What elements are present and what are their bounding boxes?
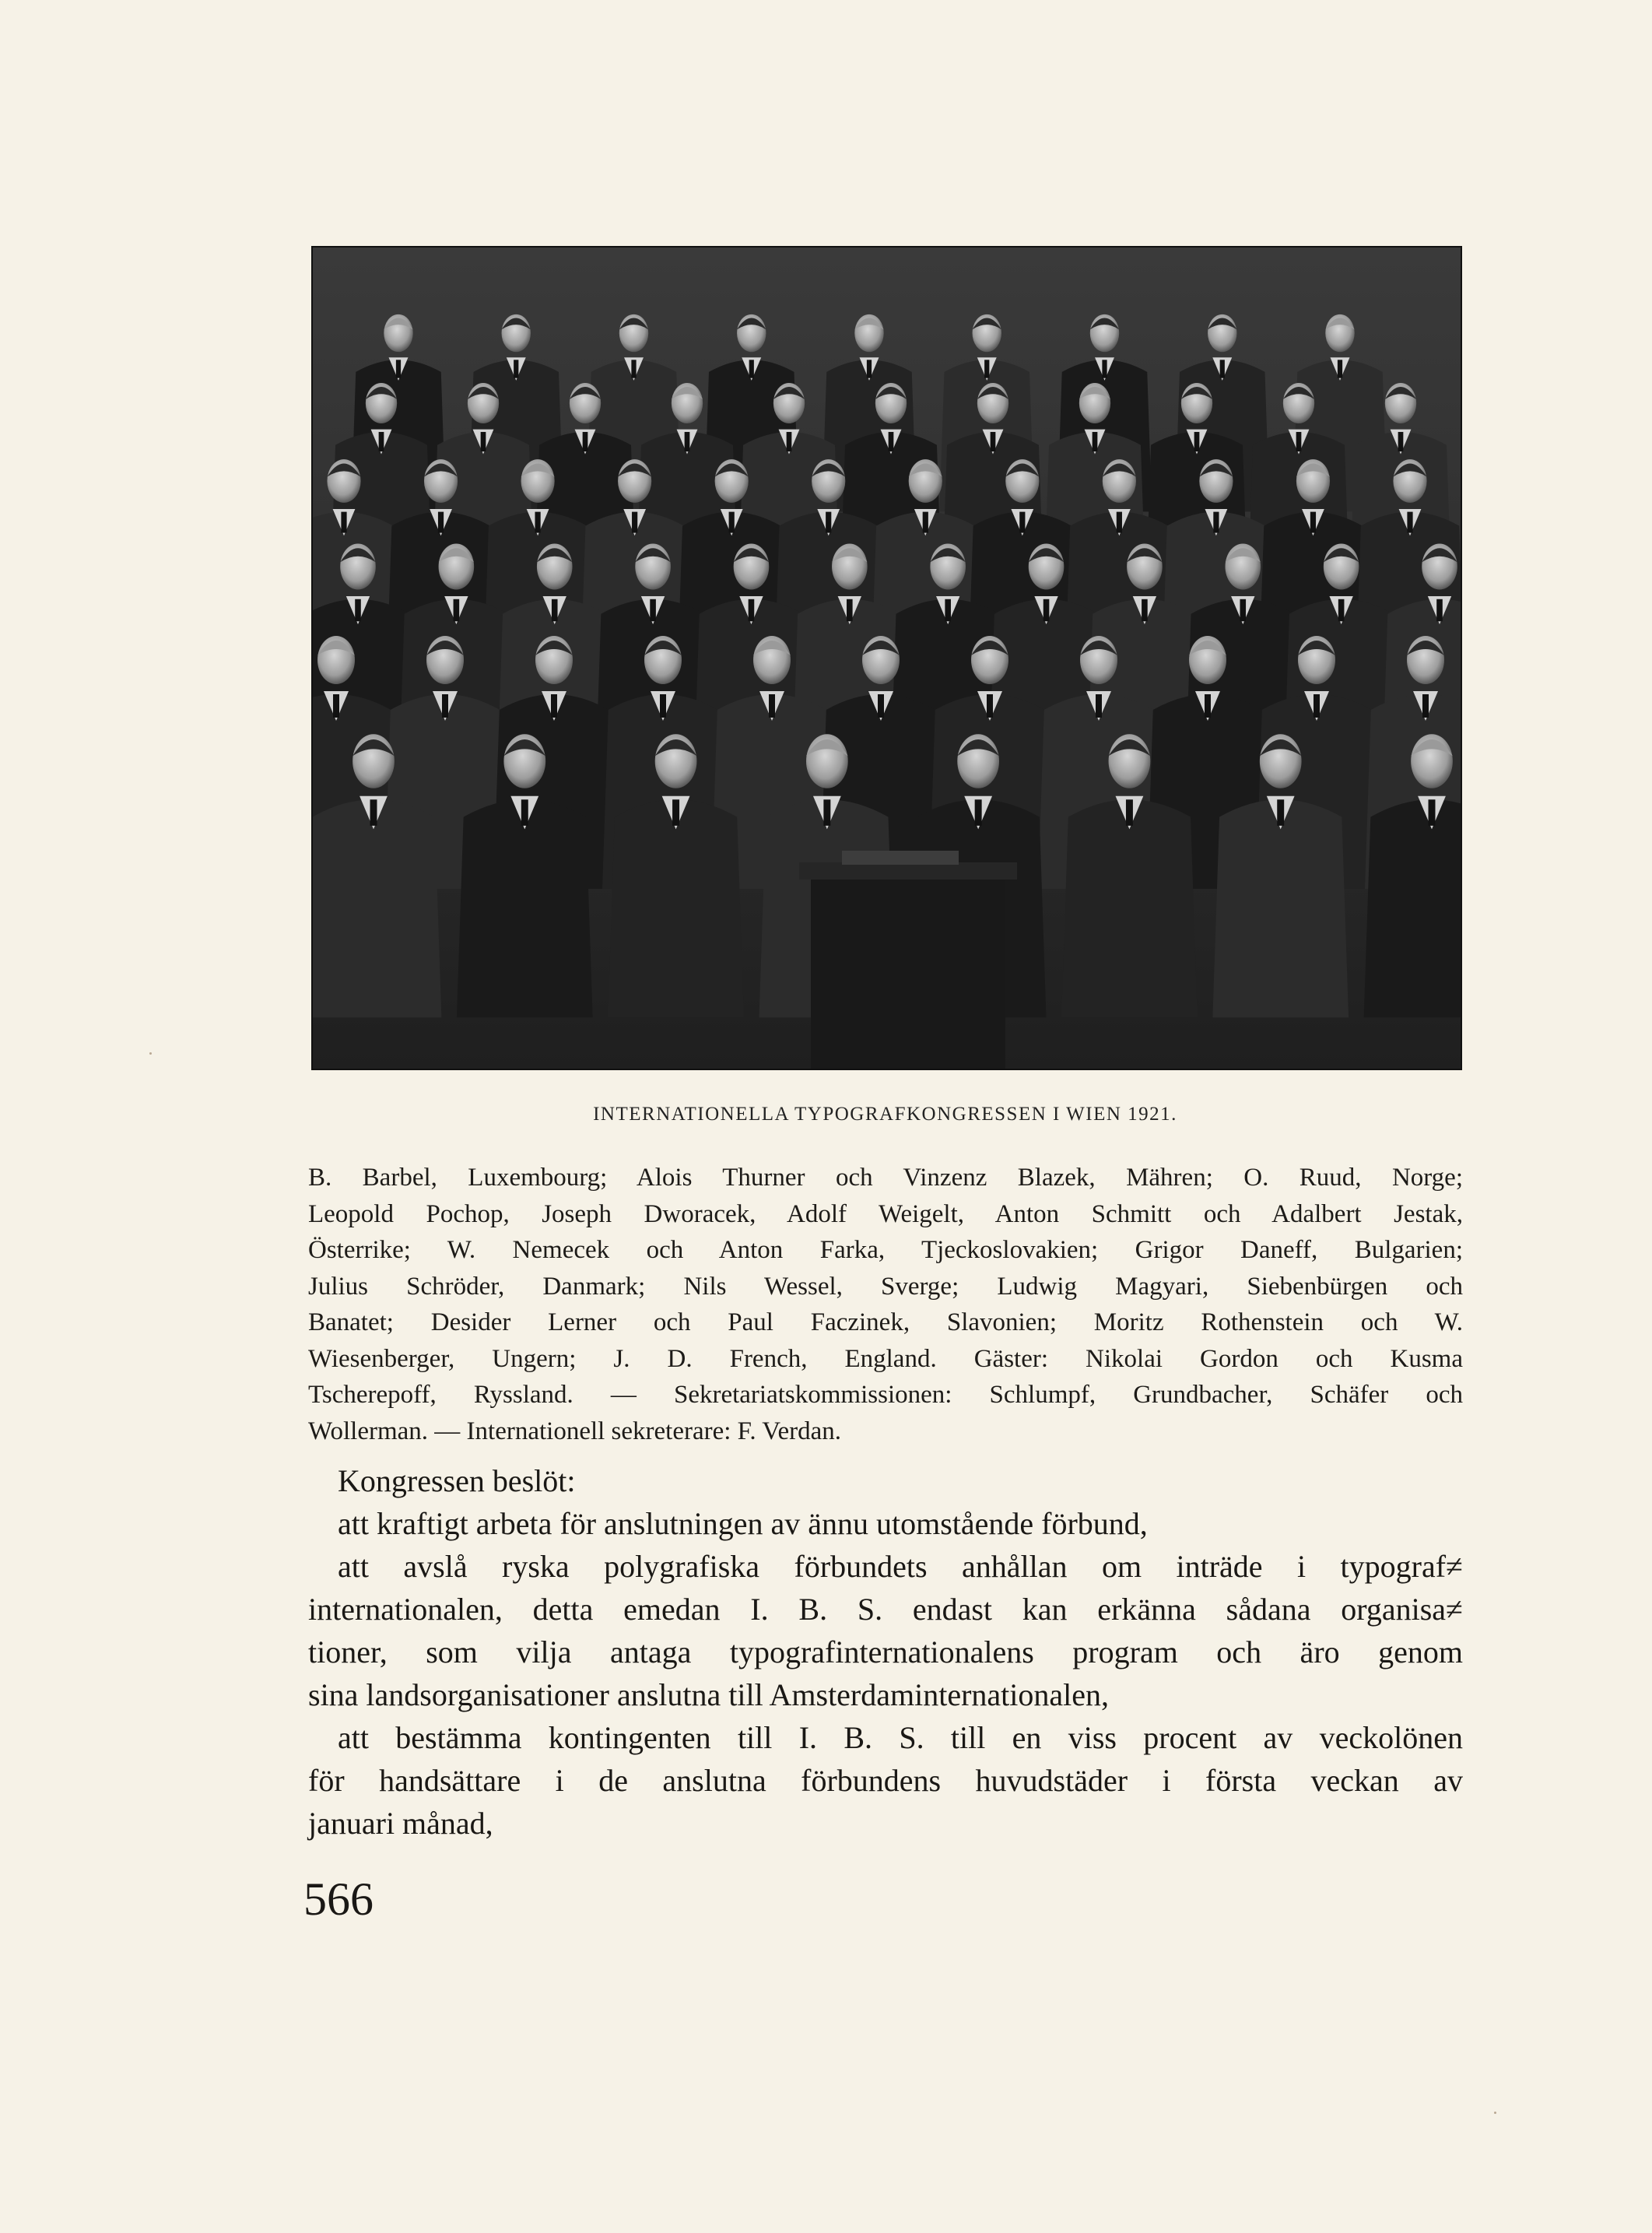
photo-figure-tie (1338, 360, 1342, 377)
photo-figure-tie (341, 512, 346, 533)
photo-caption: INTERNATIONELLA TYPOGRAFKONGRESSEN I WIEN 1921. (593, 1104, 1177, 1125)
body-line: att avslå ryska polygrafiska förbundets anhållan om inträde i typograf≠ (338, 1549, 1463, 1584)
body-line: att bestämma kontingenten till I. B. S. till en viss procent av veckolönen (338, 1720, 1463, 1755)
photo-figure-tie (878, 694, 884, 718)
photo-figure-tie (823, 799, 830, 826)
photo-figure-tie (551, 694, 557, 718)
photo-figure-tie (1338, 599, 1345, 622)
photo-figure-tie (454, 599, 460, 622)
photo-figure-tie (1096, 694, 1102, 718)
photo-figure-tie (1126, 799, 1133, 826)
photo-figure-tie (1043, 599, 1050, 622)
photo-figure-tie (1213, 512, 1219, 533)
paper-speck (149, 1052, 152, 1055)
photo-figure-tie (650, 599, 656, 622)
photo-figure-tie (438, 512, 444, 533)
photo-figure-tie (481, 432, 486, 451)
body-text (308, 1459, 1463, 1845)
photo-figure-tie (1314, 694, 1320, 718)
photo-figure-tie (1142, 599, 1148, 622)
photo-figure-tie (769, 694, 775, 718)
photo-figure-tie (826, 512, 831, 533)
names-line: Wollerman. — Internationell sekreterare: F. Verdan. (308, 1417, 842, 1445)
photo-figure-tie (867, 360, 872, 377)
group-photograph (311, 246, 1462, 1070)
photo-figure-body (608, 799, 744, 1017)
photo-figure-tie (672, 799, 679, 826)
photo-figure-tie (379, 432, 384, 451)
photo-figure-tie (787, 432, 792, 451)
photo-figure-tie (632, 512, 637, 533)
body-line: januari månad, (308, 1806, 493, 1841)
body-line: tioner, som vilja antaga typografinternationalens program och äro genom (308, 1634, 1463, 1669)
paper-speck (1494, 2112, 1496, 2114)
photo-figure-tie (521, 799, 528, 826)
photo-figure-tie (1422, 694, 1429, 718)
photo-figure-tie (1240, 599, 1246, 622)
photo-figure-tie (847, 599, 853, 622)
photo-figure-tie (355, 599, 361, 622)
photo-figure-tie (923, 512, 928, 533)
photo-figure-tie (442, 694, 448, 718)
photo-figure-tie (514, 360, 518, 377)
photo-figure-tie (660, 694, 666, 718)
photo-figure-tie (1398, 432, 1404, 451)
photo-figure-tie (1429, 799, 1436, 826)
photo-figure-tie (945, 599, 951, 622)
photo-figure-tie (1205, 694, 1211, 718)
photo-figure-tie (1093, 432, 1098, 451)
photo-figure-tie (552, 599, 558, 622)
photo-figure-tie (1407, 512, 1412, 533)
photo-figure-body (1061, 799, 1198, 1017)
photo-figure-tie (685, 432, 690, 451)
names-line: B. Barbel, Luxembourg; Alois Thurner och Vinzenz Blazek, Mähren; O. Ruud, Norge; (308, 1164, 1463, 1192)
names-line: Banatet; Desider Lerner och Paul Faczinek, Slavonien; Moritz Rothenstein och W. (308, 1308, 1463, 1336)
photo-figure-tie (749, 360, 754, 377)
photo-figure-tie (396, 360, 401, 377)
photo-figure-tie (1277, 799, 1284, 826)
body-line: internationalen, detta emedan I. B. S. endast kan erkänna sådana organisa≠ (308, 1592, 1463, 1627)
names-line: Leopold Pochop, Joseph Dworacek, Adolf Weigelt, Anton Schmitt och Adalbert Jestak, (308, 1199, 1463, 1228)
photo-figure-tie (1102, 360, 1107, 377)
photo-figure-body (1364, 799, 1461, 1017)
names-paragraph (308, 1160, 1463, 1449)
photo-figure-body (1212, 799, 1349, 1017)
photo-figure-body (457, 799, 593, 1017)
page-number: 566 (303, 1873, 374, 1925)
photo-figure-tie (1296, 432, 1302, 451)
photo-figure-tie (1220, 360, 1225, 377)
names-line: Wiesenberger, Ungern; J. D. French, England. Gäster: Nikolai Gordon och Kusma (308, 1344, 1463, 1373)
photo-figure-tie (889, 432, 894, 451)
photo-figure-tie (991, 432, 996, 451)
photo-figure-tie (535, 512, 540, 533)
photo-figure-tie (1310, 512, 1316, 533)
photo-figure-tie (631, 360, 636, 377)
body-line: att kraftigt arbeta för anslutningen av ännu utomstående förbund, (338, 1506, 1148, 1541)
photo-figure-tie (987, 694, 993, 718)
photo-figure-tie (1019, 512, 1025, 533)
photo-figure-tie (729, 512, 735, 533)
photo-figure-body (313, 799, 441, 1017)
photo-figure-tie (1117, 512, 1122, 533)
body-line: Kongressen beslöt: (338, 1463, 576, 1498)
photo-figure-tie (1194, 432, 1200, 451)
photo-figure-tie (333, 694, 339, 718)
photograph-image (313, 248, 1461, 1069)
photo-figure-tie (984, 360, 989, 377)
photo-figure-tie (1436, 599, 1443, 622)
body-line: för handsättare i de anslutna förbundens huvudstäder i första veckan av (308, 1763, 1463, 1798)
names-line: Julius Schröder, Danmark; Nils Wessel, Sverge; Ludwig Magyari, Siebenbürgen och (308, 1272, 1463, 1301)
photo-figure-tie (975, 799, 982, 826)
names-line: Österrike; W. Nemecek och Anton Farka, Tjeckoslovakien; Grigor Daneff, Bulgarien; (308, 1236, 1463, 1264)
photo-figure-tie (370, 799, 377, 826)
photo-figure-tie (749, 599, 755, 622)
names-line: Tscherepoff, Ryssland. — Sekretariatskommissionen: Schlumpf, Grundbacher, Schäfer och (308, 1381, 1463, 1409)
photo-figure-tie (583, 432, 588, 451)
body-line: sina landsorganisationer anslutna till Amsterdaminternationalen, (308, 1677, 1110, 1712)
